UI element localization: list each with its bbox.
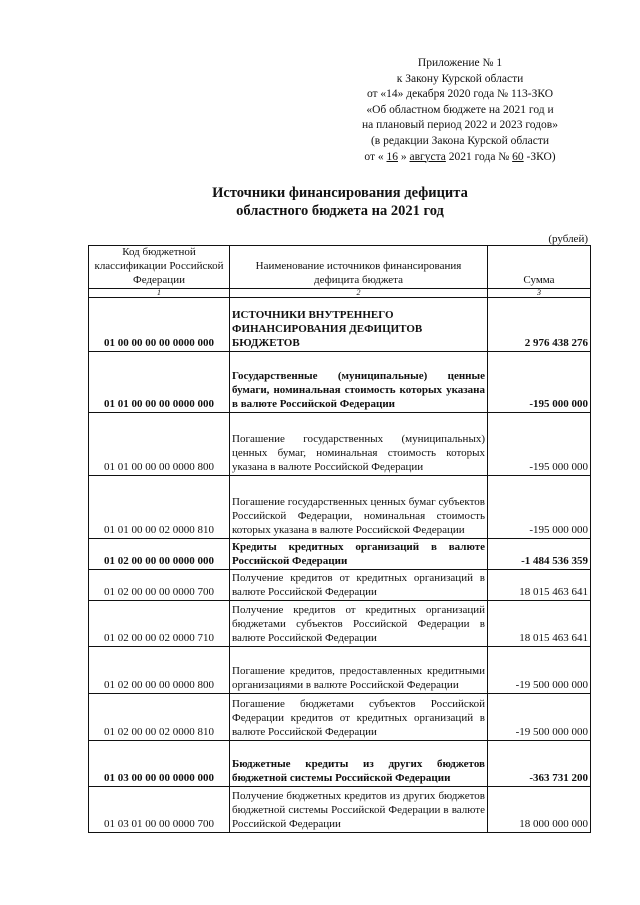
amendment-sep: » [397,150,410,163]
column-number: 1 [89,289,230,298]
cell-name: Погашение бюджетами субъектов Российской Федерации кредитов от кредитных организаций в валюте Российской Федерации [230,694,488,741]
table-body [89,298,591,833]
cell-name: Получение кредитов от кредитных организаций в валюте Российской Федерации [230,570,488,601]
table-row [89,570,591,601]
cell-sum: 2 976 438 276 [488,298,591,352]
amendment-prefix: от « [364,150,387,163]
column-number: 2 [230,289,488,298]
cell-sum: 18 015 463 641 [488,570,591,601]
amendment-year: 2021 года № [445,150,513,163]
header-sum: Сумма [488,246,591,289]
cell-name: Государственные (муниципальные) ценные бумаги, номинальная стоимость которых указана в валюте Российской Федерации [230,352,488,413]
cell-code: 01 02 00 00 02 0000 810 [89,694,230,741]
cell-name: Бюджетные кредиты из других бюджетов бюджетной системы Российской Федерации [230,741,488,787]
column-number: 3 [488,289,591,298]
appendix-line: от «14» декабря 2020 года № 113-ЗКО [366,88,554,101]
cell-code: 01 00 00 00 00 0000 000 [89,298,230,352]
table-row [89,601,591,647]
cell-code: 01 03 01 00 00 0000 700 [89,787,230,833]
table-row [89,694,591,741]
column-number-row [89,289,591,298]
cell-name: Погашение государственных ценных бумаг субъектов Российской Федерации, номинальная стоимость которых указана в валюте Российской Федерации [230,476,488,539]
header-code: Код бюджетной классификации Российской Федерации [89,246,230,289]
table-row [89,476,591,539]
header-name: Наименование источников финансирования дефицита бюджета [230,246,488,289]
table-row [89,352,591,413]
appendix-amendment-line [340,150,580,166]
table-row [89,298,591,352]
cell-code: 01 02 00 00 02 0000 710 [89,601,230,647]
appendix-line: на плановый период 2022 и 2023 годов» [362,119,558,132]
cell-name: Получение бюджетных кредитов из других бюджетов бюджетной системы Российской Федерации в валюте Российской Федерации [230,787,488,833]
cell-code: 01 01 00 00 00 0000 800 [89,413,230,476]
appendix-line: к Закону Курской области [396,72,524,85]
cell-sum: 18 000 000 000 [488,787,591,833]
table-row [89,647,591,694]
cell-code: 01 03 00 00 00 0000 000 [89,741,230,787]
table-row [89,741,591,787]
cell-code: 01 01 00 00 02 0000 810 [89,476,230,539]
table-row [89,539,591,570]
appendix-reference [340,56,580,165]
budget-sources-table [88,245,591,833]
table-row [89,787,591,833]
appendix-line: (в редакции Закона Курской области [370,134,550,147]
cell-code: 01 02 00 00 00 0000 000 [89,539,230,570]
cell-sum: -19 500 000 000 [488,694,591,741]
cell-sum: 18 015 463 641 [488,601,591,647]
units-label: (рублей) [548,233,588,245]
table-row [89,413,591,476]
cell-sum: -1 484 536 359 [488,539,591,570]
amendment-number: 60 [512,150,524,163]
cell-name: Погашение кредитов, предоставленных кредитными организациями в валюте Российской Федерации [230,647,488,694]
amendment-month: августа [409,150,446,163]
cell-code: 01 01 00 00 00 0000 000 [89,352,230,413]
cell-sum: -363 731 200 [488,741,591,787]
cell-name: Кредиты кредитных организаций в валюте Российской Федерации [230,539,488,570]
appendix-line: Приложение № 1 [417,57,503,69]
amendment-day: 16 [386,150,398,163]
table-header-row [89,246,591,289]
amendment-suffix: -ЗКО) [523,150,556,163]
title-line: Источники финансирования дефицита [212,185,468,201]
cell-sum: -195 000 000 [488,352,591,413]
cell-code: 01 02 00 00 00 0000 700 [89,570,230,601]
cell-sum: -195 000 000 [488,476,591,539]
document-title [0,184,640,220]
cell-sum: -195 000 000 [488,413,591,476]
cell-code: 01 02 00 00 00 0000 800 [89,647,230,694]
cell-sum: -19 500 000 000 [488,647,591,694]
title-line: областного бюджета на 2021 год [236,203,444,219]
appendix-line: «Об областном бюджете на 2021 год и [366,103,554,116]
cell-name: Получение кредитов от кредитных организаций бюджетами субъектов Российской Федерации в валюте Российской Федерации [230,601,488,647]
cell-name: ИСТОЧНИКИ ВНУТРЕННЕГО ФИНАНСИРОВАНИЯ ДЕФИЦИТОВ БЮДЖЕТОВ [230,298,488,352]
cell-name: Погашение государственных (муниципальных) ценных бумаг, номинальная стоимость которых указана в валюте Российской Федерации [230,413,488,476]
